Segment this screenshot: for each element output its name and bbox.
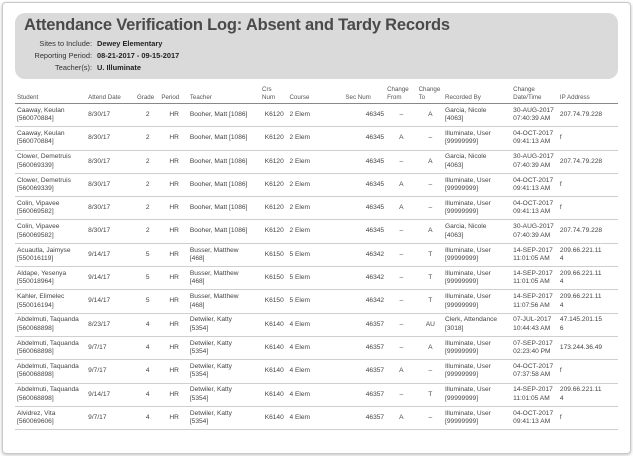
cell-recorded-by: Illuminate, User [99999999] xyxy=(443,406,511,429)
cell-change-datetime: 04-OCT-2017 09:41:13 AM xyxy=(511,173,558,196)
cell-change-to: T xyxy=(417,243,443,266)
cell-change-from: – xyxy=(385,290,417,313)
table-row xyxy=(15,243,618,266)
cell-student: Acuautla, Jaimyse [550016119] xyxy=(15,243,86,266)
cell-recorded-by: Garcia, Nicole [4063] xyxy=(443,150,511,173)
cell-course: 4 Elem xyxy=(287,383,343,406)
cell-change-datetime: 14-SEP-2017 11:01:05 AM xyxy=(511,383,558,406)
report-filters xyxy=(15,39,315,79)
cell-change-datetime: 04-OCT-2017 07:37:58 AM xyxy=(511,360,558,383)
table-row xyxy=(15,383,618,406)
col-teacher[interactable]: Teacher xyxy=(188,82,260,104)
cell-teacher: Detwiler, Katty [5354] xyxy=(188,336,260,359)
table-body xyxy=(15,104,618,430)
attendance-log-table xyxy=(15,82,618,430)
cell-ip-address: f xyxy=(558,360,618,383)
cell-ip-address: f xyxy=(558,127,618,150)
cell-period: HR xyxy=(159,173,187,196)
cell-ip-address: 209.66.221.11 4 xyxy=(558,267,618,290)
cell-recorded-by: Illuminate, User [99999999] xyxy=(443,243,511,266)
cell-ip-address: 207.74.79.228 xyxy=(558,220,618,243)
cell-student: Alvidrez, Vita [560069606] xyxy=(15,406,86,429)
cell-crs-num: K6140 xyxy=(260,360,287,383)
cell-change-from: A xyxy=(385,406,417,429)
cell-period: HR xyxy=(159,336,187,359)
cell-crs-num: K6120 xyxy=(260,220,287,243)
table-row xyxy=(15,406,618,429)
cell-recorded-by: Garcia, Nicole [4063] xyxy=(443,220,511,243)
cell-change-from: – xyxy=(385,383,417,406)
cell-attend-date: 8/30/17 xyxy=(86,150,135,173)
cell-ip-address: 209.66.221.11 4 xyxy=(558,383,618,406)
cell-change-from: – xyxy=(385,336,417,359)
cell-student: Aldape, Yesenya [550018964] xyxy=(15,267,86,290)
cell-ip-address: 173.244.36.49 xyxy=(558,336,618,359)
cell-change-datetime: 07-SEP-2017 02:23:40 PM xyxy=(511,336,558,359)
cell-change-to: A xyxy=(417,104,443,127)
cell-teacher: Detwiler, Katty [5354] xyxy=(188,406,260,429)
cell-period: HR xyxy=(159,360,187,383)
cell-sec-num: 46342 xyxy=(343,290,385,313)
table-row xyxy=(15,220,618,243)
cell-attend-date: 9/14/17 xyxy=(86,267,135,290)
cell-grade: 2 xyxy=(135,127,159,150)
cell-grade: 5 xyxy=(135,243,159,266)
cell-sec-num: 46357 xyxy=(343,336,385,359)
col-student[interactable]: Student xyxy=(15,82,86,104)
sites-value: Dewey Elementary xyxy=(97,39,163,48)
cell-change-datetime: 14-SEP-2017 11:01:05 AM xyxy=(511,243,558,266)
cell-teacher: Booher, Matt [1086] xyxy=(188,127,260,150)
cell-teacher: Busser, Matthew [468] xyxy=(188,290,260,313)
cell-change-datetime: 14-SEP-2017 11:07:56 AM xyxy=(511,290,558,313)
col-attend-date[interactable]: Attend Date xyxy=(86,82,135,104)
cell-crs-num: K6140 xyxy=(260,313,287,336)
cell-course: 2 Elem xyxy=(287,150,343,173)
col-period[interactable]: Period xyxy=(159,82,187,104)
cell-ip-address: 47.145.201.15 6 xyxy=(558,313,618,336)
cell-student: Abdelmuti, Taquanda [560068898] xyxy=(15,336,86,359)
cell-crs-num: K6150 xyxy=(260,290,287,313)
cell-change-to: T xyxy=(417,290,443,313)
sites-label: Sites to Include: xyxy=(39,39,92,48)
cell-period: HR xyxy=(159,406,187,429)
cell-sec-num: 46357 xyxy=(343,313,385,336)
cell-student: Colin, Vipavee [560069582] xyxy=(15,220,86,243)
cell-period: HR xyxy=(159,150,187,173)
period-label: Reporting Period: xyxy=(34,51,92,60)
cell-crs-num: K6150 xyxy=(260,243,287,266)
cell-change-datetime: 30-AUG-2017 07:40:39 AM xyxy=(511,104,558,127)
cell-student: Clower, Demetruis [560069339] xyxy=(15,173,86,196)
cell-student: Abdelmuti, Taquanda [560068898] xyxy=(15,360,86,383)
cell-crs-num: K6140 xyxy=(260,336,287,359)
table-row xyxy=(15,127,618,150)
cell-change-to: T xyxy=(417,383,443,406)
cell-ip-address: 209.66.221.11 4 xyxy=(558,243,618,266)
cell-course: 2 Elem xyxy=(287,197,343,220)
cell-course: 4 Elem xyxy=(287,406,343,429)
col-recorded-by[interactable]: Recorded By xyxy=(443,82,511,104)
cell-teacher: Booher, Matt [1086] xyxy=(188,150,260,173)
cell-course: 5 Elem xyxy=(287,267,343,290)
cell-grade: 4 xyxy=(135,360,159,383)
col-course[interactable]: Course xyxy=(287,82,343,104)
cell-ip-address: 207.74.79.228 xyxy=(558,104,618,127)
table-row xyxy=(15,360,618,383)
cell-period: HR xyxy=(159,220,187,243)
cell-attend-date: 9/14/17 xyxy=(86,290,135,313)
cell-crs-num: K6140 xyxy=(260,406,287,429)
cell-ip-address: f xyxy=(558,197,618,220)
table-row xyxy=(15,267,618,290)
cell-crs-num: K6120 xyxy=(260,104,287,127)
cell-sec-num: 46345 xyxy=(343,197,385,220)
cell-period: HR xyxy=(159,243,187,266)
cell-sec-num: 46357 xyxy=(343,383,385,406)
table-row xyxy=(15,150,618,173)
col-change-to[interactable]: Change To xyxy=(417,82,443,104)
cell-change-datetime: 04-OCT-2017 09:41:13 AM xyxy=(511,197,558,220)
cell-ip-address: 209.66.221.11 4 xyxy=(558,290,618,313)
cell-course: 5 Elem xyxy=(287,290,343,313)
cell-grade: 4 xyxy=(135,336,159,359)
cell-crs-num: K6120 xyxy=(260,127,287,150)
cell-teacher: Detwiler, Katty [5354] xyxy=(188,383,260,406)
cell-course: 2 Elem xyxy=(287,104,343,127)
cell-change-datetime: 04-OCT-2017 09:41:13 AM xyxy=(511,127,558,150)
cell-student: Abdelmuti, Taquanda [560068898] xyxy=(15,383,86,406)
cell-recorded-by: Illuminate, User [99999999] xyxy=(443,173,511,196)
col-change-datetime[interactable]: Change Date/Time xyxy=(511,82,558,104)
cell-recorded-by: Illuminate, User [99999999] xyxy=(443,383,511,406)
cell-change-from: – xyxy=(385,220,417,243)
cell-crs-num: K6120 xyxy=(260,173,287,196)
cell-grade: 4 xyxy=(135,406,159,429)
cell-attend-date: 8/30/17 xyxy=(86,104,135,127)
cell-grade: 5 xyxy=(135,267,159,290)
cell-change-from: – xyxy=(385,150,417,173)
cell-teacher: Booher, Matt [1086] xyxy=(188,197,260,220)
cell-course: 2 Elem xyxy=(287,220,343,243)
cell-sec-num: 46345 xyxy=(343,127,385,150)
cell-period: HR xyxy=(159,104,187,127)
cell-attend-date: 9/7/17 xyxy=(86,336,135,359)
cell-sec-num: 46345 xyxy=(343,220,385,243)
cell-grade: 2 xyxy=(135,197,159,220)
cell-change-datetime: 04-OCT-2017 09:41:13 AM xyxy=(511,406,558,429)
cell-recorded-by: Illuminate, User [99999999] xyxy=(443,127,511,150)
cell-recorded-by: Illuminate, User [99999999] xyxy=(443,197,511,220)
col-crs-num[interactable]: Crs Num xyxy=(260,82,287,104)
cell-period: HR xyxy=(159,267,187,290)
cell-ip-address: f xyxy=(558,173,618,196)
cell-period: HR xyxy=(159,197,187,220)
cell-student: Caaway, Keulan [560070884] xyxy=(15,104,86,127)
cell-grade: 2 xyxy=(135,220,159,243)
cell-change-to: – xyxy=(417,360,443,383)
cell-change-from: A xyxy=(385,197,417,220)
cell-student: Colin, Vipavee [560069582] xyxy=(15,197,86,220)
cell-teacher: Booher, Matt [1086] xyxy=(188,173,260,196)
col-grade[interactable]: Grade xyxy=(135,82,159,104)
cell-change-from: – xyxy=(385,243,417,266)
cell-course: 4 Elem xyxy=(287,313,343,336)
cell-student: Abdelmuti, Taquanda [560068898] xyxy=(15,313,86,336)
cell-change-from: A xyxy=(385,127,417,150)
cell-sec-num: 46345 xyxy=(343,173,385,196)
cell-recorded-by: Illuminate, User [99999999] xyxy=(443,267,511,290)
table-row xyxy=(15,197,618,220)
table-row xyxy=(15,173,618,196)
cell-change-to: T xyxy=(417,267,443,290)
table-row xyxy=(15,336,618,359)
table-row xyxy=(15,313,618,336)
cell-attend-date: 8/30/17 xyxy=(86,197,135,220)
cell-grade: 2 xyxy=(135,104,159,127)
cell-attend-date: 8/30/17 xyxy=(86,173,135,196)
cell-attend-date: 9/7/17 xyxy=(86,406,135,429)
cell-sec-num: 46357 xyxy=(343,406,385,429)
cell-change-datetime: 30-AUG-2017 07:40:39 AM xyxy=(511,220,558,243)
cell-attend-date: 8/30/17 xyxy=(86,127,135,150)
cell-recorded-by: Clerk, Attendance [3018] xyxy=(443,313,511,336)
cell-grade: 5 xyxy=(135,290,159,313)
cell-period: HR xyxy=(159,313,187,336)
cell-teacher: Detwiler, Katty [5354] xyxy=(188,360,260,383)
cell-change-to: AU xyxy=(417,313,443,336)
cell-recorded-by: Garcia, Nicole [4063] xyxy=(443,104,511,127)
cell-period: HR xyxy=(159,290,187,313)
cell-course: 2 Elem xyxy=(287,173,343,196)
cell-attend-date: 8/23/17 xyxy=(86,313,135,336)
cell-ip-address: f xyxy=(558,406,618,429)
cell-change-from: A xyxy=(385,360,417,383)
cell-attend-date: 9/7/17 xyxy=(86,360,135,383)
cell-period: HR xyxy=(159,383,187,406)
cell-course: 2 Elem xyxy=(287,127,343,150)
cell-sec-num: 46345 xyxy=(343,104,385,127)
cell-change-to: A xyxy=(417,336,443,359)
cell-sec-num: 46345 xyxy=(343,150,385,173)
table-row xyxy=(15,104,618,127)
cell-sec-num: 46342 xyxy=(343,243,385,266)
cell-change-to: A xyxy=(417,220,443,243)
cell-crs-num: K6120 xyxy=(260,197,287,220)
cell-course: 5 Elem xyxy=(287,243,343,266)
cell-change-from: A xyxy=(385,173,417,196)
cell-change-from: – xyxy=(385,313,417,336)
cell-crs-num: K6150 xyxy=(260,267,287,290)
cell-attend-date: 8/30/17 xyxy=(86,220,135,243)
cell-sec-num: 46357 xyxy=(343,360,385,383)
cell-teacher: Booher, Matt [1086] xyxy=(188,104,260,127)
report-header xyxy=(15,13,618,79)
cell-change-to: – xyxy=(417,197,443,220)
cell-student: Clower, Demetruis [560069339] xyxy=(15,150,86,173)
report-page xyxy=(2,2,631,454)
cell-change-datetime: 14-SEP-2017 11:01:05 AM xyxy=(511,267,558,290)
cell-teacher: Detwiler, Katty [5354] xyxy=(188,313,260,336)
cell-change-from: – xyxy=(385,267,417,290)
report-title: Attendance Verification Log: Absent and Tardy Records xyxy=(24,16,450,34)
cell-attend-date: 9/14/17 xyxy=(86,383,135,406)
cell-attend-date: 9/14/17 xyxy=(86,243,135,266)
cell-grade: 4 xyxy=(135,383,159,406)
col-ip-address[interactable]: IP Address xyxy=(558,82,618,104)
cell-teacher: Busser, Matthew [468] xyxy=(188,267,260,290)
cell-recorded-by: Illuminate, User [99999999] xyxy=(443,360,511,383)
cell-sec-num: 46342 xyxy=(343,267,385,290)
cell-recorded-by: Illuminate, User [99999999] xyxy=(443,290,511,313)
table-row xyxy=(15,290,618,313)
col-sec-num[interactable]: Sec Num xyxy=(343,82,385,104)
cell-change-from: – xyxy=(385,104,417,127)
cell-course: 4 Elem xyxy=(287,360,343,383)
cell-crs-num: K6140 xyxy=(260,383,287,406)
cell-change-datetime: 30-AUG-2017 07:40:39 AM xyxy=(511,150,558,173)
table-header-row xyxy=(15,82,618,104)
cell-course: 4 Elem xyxy=(287,336,343,359)
cell-student: Kahler, Elimelec [550016194] xyxy=(15,290,86,313)
cell-student: Caaway, Keulan [560070884] xyxy=(15,127,86,150)
teacher-value: U. Illuminate xyxy=(97,63,141,72)
cell-period: HR xyxy=(159,127,187,150)
cell-crs-num: K6120 xyxy=(260,150,287,173)
cell-change-to: – xyxy=(417,173,443,196)
cell-ip-address: 207.74.79.228 xyxy=(558,150,618,173)
teacher-label: Teacher(s): xyxy=(55,63,92,72)
cell-grade: 2 xyxy=(135,173,159,196)
cell-teacher: Busser, Matthew [468] xyxy=(188,243,260,266)
period-value: 08-21-2017 - 09-15-2017 xyxy=(97,51,180,60)
cell-change-to: – xyxy=(417,127,443,150)
col-change-from[interactable]: Change From xyxy=(385,82,417,104)
cell-change-datetime: 07-JUL-2017 10:44:43 AM xyxy=(511,313,558,336)
cell-change-to: – xyxy=(417,406,443,429)
cell-recorded-by: Illuminate, User [99999999] xyxy=(443,336,511,359)
cell-grade: 2 xyxy=(135,150,159,173)
cell-grade: 4 xyxy=(135,313,159,336)
cell-teacher: Booher, Matt [1086] xyxy=(188,220,260,243)
cell-change-to: A xyxy=(417,150,443,173)
